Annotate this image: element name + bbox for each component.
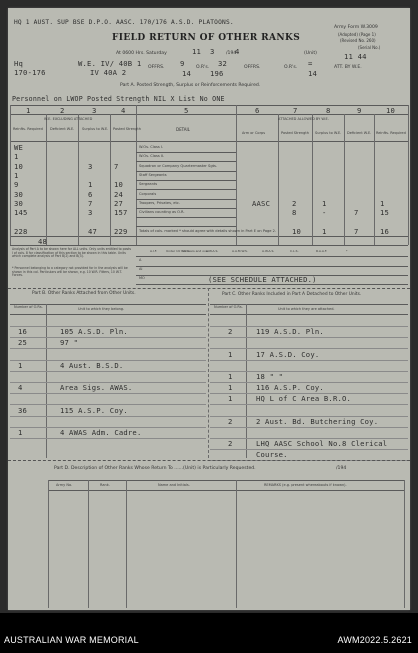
date-separator: /194 bbox=[226, 51, 237, 56]
cell-c4: 7 bbox=[114, 161, 119, 171]
part-d-year: /194 bbox=[336, 466, 347, 471]
analysis-head-label: C.L.S. bbox=[290, 249, 299, 253]
list-row-rule bbox=[210, 371, 408, 372]
grid-head-rule bbox=[10, 141, 408, 142]
part-d-col-remarks bbox=[236, 480, 237, 608]
list-row-rule bbox=[10, 416, 206, 417]
row-unit: 4 Aust. B.S.D. bbox=[60, 360, 124, 370]
personnel-category-note: * Personnel belonging to a category not provided for in the analysis will be shown in this col. Particulars will be shown, e.g. 10 W.R. Fitters, 10 W.T. Forces. bbox=[12, 266, 128, 278]
analysis-rule-mo bbox=[136, 284, 408, 285]
col-number-1: 1 bbox=[26, 106, 31, 115]
cell-c4: 10 bbox=[114, 180, 124, 190]
cell-c8: 1 bbox=[322, 198, 327, 208]
footer-institution: AUSTRALIAN WAR MEMORIAL bbox=[4, 635, 139, 645]
row-unit: 116 A.S.P. Coy. bbox=[256, 383, 324, 393]
unit-line-2: 170-176 bbox=[14, 68, 46, 77]
section-divider-bc bbox=[8, 288, 410, 289]
detail-row-rule bbox=[136, 226, 236, 227]
we-line-1: W.E. IV/ 40B 1 bbox=[78, 59, 142, 68]
grid-bottom-rule bbox=[10, 245, 408, 246]
detail-row-rule bbox=[136, 152, 236, 153]
analysis-row-ai: AI bbox=[139, 267, 143, 271]
field-return-form bbox=[8, 8, 410, 610]
head-reinfts-required: Reinfts. Required bbox=[13, 127, 43, 131]
form-title: FIELD RETURN OF OTHER RANKS bbox=[112, 33, 301, 43]
part-c-head-number: Number of O.Rs. bbox=[214, 305, 243, 309]
col-number-8: 8 bbox=[326, 106, 331, 115]
row-number: 2 bbox=[228, 327, 233, 337]
cell-c7: 8 bbox=[292, 208, 297, 218]
cell-c1: 228 bbox=[14, 226, 28, 236]
grid-col-4 bbox=[110, 114, 111, 245]
list-row-rule bbox=[210, 449, 408, 450]
cell-c9: 7 bbox=[354, 208, 359, 218]
part-d-col-name bbox=[126, 480, 127, 608]
analysis-head-rule bbox=[136, 256, 408, 257]
personnel-line: Personnel on LWOP Posted Strength NIL X List No ONE bbox=[12, 95, 225, 103]
analysis-row-a: A bbox=[139, 258, 142, 262]
footer-accession-number: AWM2022.5.2621 bbox=[337, 635, 412, 645]
cell-c1: 9 bbox=[14, 180, 19, 190]
head-deficient-we-att: Deficient W.E. bbox=[347, 131, 372, 135]
row-number: 25 bbox=[18, 338, 28, 348]
cell-c3: 47 bbox=[88, 226, 98, 236]
cell-c3: 1 bbox=[88, 180, 93, 190]
head-posted-strength: Posted Strength bbox=[113, 127, 141, 131]
ors-value-4: 196 bbox=[210, 69, 224, 78]
part-a-title: Part A. Posted Strength, Surplus or Reinforcements Required. bbox=[120, 83, 261, 88]
cell-c4: 229 bbox=[114, 226, 128, 236]
part-d-head-top bbox=[48, 480, 404, 481]
row-unit: LHQ AASC School No.8 Clerical bbox=[256, 439, 388, 449]
row-unit: 105 A.S.D. Pln. bbox=[60, 327, 128, 337]
ors-value-2: 32 bbox=[218, 59, 228, 68]
row-number: 1 bbox=[228, 394, 233, 404]
detail-label: Corporals bbox=[139, 191, 157, 196]
analysis-row-mo: MO bbox=[139, 276, 145, 280]
unit-line-1: Hq bbox=[14, 59, 24, 68]
part-d-head-bottom bbox=[48, 490, 404, 491]
analysis-head-label: A.W.A.S. bbox=[262, 249, 275, 253]
col-number-7: 7 bbox=[293, 106, 298, 115]
row-number: 16 bbox=[18, 327, 28, 337]
grid-edge-right bbox=[408, 105, 409, 245]
detail-row-rule bbox=[136, 171, 236, 172]
part-d-head-rank: Rank. bbox=[100, 483, 110, 487]
att-value-2: 14 bbox=[308, 69, 318, 78]
row-number: 1 bbox=[228, 372, 233, 381]
row-unit: 17 A.S.D. Coy. bbox=[256, 349, 320, 359]
offrs-label: OFFRS. bbox=[148, 65, 165, 70]
detail-label: Staff Sergeants bbox=[139, 172, 167, 177]
cell-c10: 15 bbox=[380, 208, 390, 218]
cell-c1: 1 bbox=[14, 152, 19, 162]
grid-col-9 bbox=[344, 114, 345, 245]
analysis-head-label: * bbox=[346, 249, 348, 253]
row-number: 36 bbox=[18, 405, 28, 415]
bottom-extra-value: 48 bbox=[38, 237, 48, 246]
detail-label: W.Os. Class II. bbox=[139, 154, 165, 159]
analysis-head-label: 19 Years and over bbox=[182, 249, 209, 253]
ors-value-1: 9 bbox=[180, 59, 185, 68]
part-b-head-bottom bbox=[10, 314, 206, 315]
row-unit: HQ L of C Area B.R.O. bbox=[256, 394, 352, 404]
cell-c1: 30 bbox=[14, 198, 24, 208]
analysis-note: Analysis of Part A to be shown here for ALL units. Only units entitled to posts I of cols. 8 for classification of this section to be shown in this table. Units which complete analysis of Part B(2) and B(3). bbox=[12, 247, 131, 259]
cell-c1: 1 bbox=[14, 170, 19, 180]
col-number-5: 5 bbox=[184, 106, 189, 115]
grid-col-7 bbox=[278, 114, 279, 245]
analysis-rule-a bbox=[136, 266, 408, 267]
detail-label: Troopers, Privates, etc. bbox=[139, 200, 181, 205]
grid-colnum-rule bbox=[10, 114, 408, 115]
cell-c3: 3 bbox=[88, 208, 93, 218]
typed-unit-heading: HQ 1 AUST. SUP BSE D.P.O. AASC. 170/176 A.S.D. PLATOONS. bbox=[14, 19, 234, 26]
date-year: 4 bbox=[235, 47, 240, 56]
cell-c10: 1 bbox=[380, 198, 385, 208]
row-unit: Area Sigs. AWAS. bbox=[60, 383, 133, 393]
part-b-title: Part B. Other Ranks Attached from Other Units. bbox=[32, 291, 136, 296]
col-number-9: 9 bbox=[357, 106, 362, 115]
cell-c1: WE bbox=[14, 143, 24, 152]
grid-top-rule bbox=[10, 105, 408, 106]
we-excluding-attached-heading: W.E. EXCLUDING ATTACHED bbox=[44, 117, 93, 121]
analysis-head-label: A.I.F. bbox=[150, 249, 157, 253]
part-d-head-name: Name and Initials. bbox=[158, 483, 190, 487]
analysis-head-label: R.A.A.F. bbox=[316, 249, 328, 253]
at-hours-line: At 0600 Hrs. Saturday bbox=[116, 51, 167, 56]
see-schedule-attached: (SEE SCHEDULE ATTACHED.) bbox=[208, 275, 317, 284]
part-c-title: Part C. Other Ranks Included in Part A Detached to Other Units. bbox=[222, 292, 362, 297]
ors-value-3: 14 bbox=[182, 69, 192, 78]
grid-col-5 bbox=[136, 105, 137, 245]
detail-row-rule bbox=[136, 199, 236, 200]
row-number: 1 bbox=[228, 383, 233, 393]
col-number-3: 3 bbox=[92, 106, 97, 115]
head-reinfts-required-att: Reinfts. Required bbox=[376, 131, 406, 135]
army-form-number: Army Form W.3009 bbox=[334, 25, 378, 30]
detail-row-rule bbox=[136, 189, 236, 190]
row-unit: 4 AWAS Adm. Cadre. bbox=[60, 428, 142, 437]
part-b-col-rule bbox=[46, 304, 47, 458]
part-d-title: Part D. Description of Other Ranks Whose Return To ......(Unit) is Particularly Requested. bbox=[54, 466, 256, 471]
cell-c3: 7 bbox=[88, 198, 93, 208]
head-deficient-we: Deficient W.E. bbox=[50, 127, 75, 131]
adopted-note: (Adopted) (Page 1) bbox=[338, 32, 376, 37]
row-unit: 18 " " bbox=[256, 372, 284, 381]
cell-c4: 27 bbox=[114, 198, 124, 208]
list-row-rule bbox=[10, 438, 206, 439]
head-posted-strength-att: Posted Strength bbox=[281, 131, 309, 135]
cell-c6: AASC bbox=[252, 198, 271, 208]
date-month: 3 bbox=[210, 47, 215, 56]
col-number-10: 10 bbox=[386, 106, 396, 115]
museum-footer bbox=[0, 613, 418, 653]
list-row-rule bbox=[10, 348, 206, 349]
part-b-head-number: Number of O.Rs. bbox=[14, 305, 43, 309]
head-surplus-we: Surplus to W.E. bbox=[82, 127, 109, 131]
list-row-rule bbox=[210, 360, 408, 361]
detail-label: Civilians counting as O.R. bbox=[139, 210, 185, 215]
cell-c1: 145 bbox=[14, 208, 28, 218]
att-value-1: = bbox=[308, 59, 313, 68]
detail-label: Squadron or Company Quartermaster Sgts. bbox=[139, 163, 218, 168]
serial-label: (Serial No.) bbox=[358, 45, 381, 50]
row-number: 1 bbox=[18, 428, 23, 437]
part-bc-divider bbox=[208, 288, 209, 458]
cell-c8: 1 bbox=[322, 226, 327, 236]
attached-allowed-heading: ATTACHED ALLOWED BY W.E. bbox=[278, 117, 329, 121]
detail-label: Totals of cols. marked * should agree with details shown in Part E on Page 2. bbox=[139, 228, 277, 233]
cell-c1: 10 bbox=[14, 161, 24, 171]
cell-c3: 3 bbox=[88, 161, 93, 171]
cell-c9: 7 bbox=[354, 226, 359, 236]
head-arm-or-corps: Arm or Corps bbox=[242, 131, 266, 135]
row-number: 1 bbox=[18, 360, 23, 370]
row-unit: 119 A.S.D. Pln. bbox=[256, 327, 324, 337]
part-d-edge-right bbox=[404, 480, 405, 608]
cell-c4: 157 bbox=[114, 208, 128, 218]
part-c-col-rule bbox=[246, 304, 247, 458]
cell-c8: - bbox=[322, 208, 327, 218]
ors-label: O.R's. bbox=[196, 65, 210, 70]
row-unit: 2 Aust. Bd. Butchering Coy. bbox=[256, 416, 379, 426]
detail-label: Sergeants bbox=[139, 182, 158, 187]
cell-c4: 24 bbox=[114, 189, 124, 199]
part-c-head-bottom bbox=[210, 314, 408, 315]
list-row-rule bbox=[10, 393, 206, 394]
list-row-rule bbox=[210, 337, 408, 338]
grid-col-3 bbox=[78, 114, 79, 245]
part-c-head-unit: Unit to which they are attached. bbox=[278, 307, 335, 311]
cell-c7: 2 bbox=[292, 198, 297, 208]
grid-edge-left bbox=[10, 105, 11, 245]
detail-row-rule bbox=[136, 236, 236, 237]
offrs2-label: OFFRS. bbox=[244, 65, 261, 70]
grid-col-8 bbox=[312, 114, 313, 245]
list-row-rule bbox=[10, 337, 206, 338]
head-detail: DETAIL bbox=[176, 127, 190, 132]
list-row-rule bbox=[210, 427, 408, 428]
cell-c3: 6 bbox=[88, 189, 93, 199]
part-b-head-unit: Unit to which they belong. bbox=[78, 307, 125, 311]
part-d-col-rank bbox=[88, 480, 89, 608]
cell-c1: 30 bbox=[14, 189, 24, 199]
detail-row-rule bbox=[136, 161, 236, 162]
grid-col-2 bbox=[46, 114, 47, 245]
serial-value: 11 44 bbox=[344, 52, 367, 61]
row-unit: 115 A.S.P. Coy. bbox=[60, 405, 128, 415]
grid-col-6 bbox=[236, 105, 237, 245]
row-number: 2 bbox=[228, 416, 233, 426]
col-number-2: 2 bbox=[60, 106, 65, 115]
analysis-head-label: A.W.A.S. bbox=[206, 249, 219, 253]
cell-c10: 16 bbox=[380, 226, 390, 236]
revised-note: (Revised No. 260) bbox=[340, 38, 376, 43]
section-divider-d bbox=[8, 460, 410, 461]
analysis-head-label: Under 19 Years bbox=[166, 249, 189, 253]
head-surplus-we-att: Surplus to W.E. bbox=[315, 131, 342, 135]
row-unit: 97 " bbox=[60, 338, 79, 348]
unit-label: (Unit) bbox=[304, 51, 317, 56]
ors2-label: O.R's. bbox=[284, 65, 298, 70]
row-number: 4 bbox=[18, 383, 23, 393]
grid-col-10 bbox=[374, 114, 375, 245]
date-day: 11 bbox=[192, 47, 202, 56]
list-row-rule bbox=[10, 371, 206, 372]
we-line-2: IV 40A 2 bbox=[90, 68, 127, 77]
col-number-4: 4 bbox=[121, 106, 126, 115]
col-number-6: 6 bbox=[255, 106, 260, 115]
row-number: 1 bbox=[228, 349, 233, 359]
detail-label: W.Os. Class I. bbox=[139, 145, 164, 149]
detail-row-rule bbox=[136, 180, 236, 181]
row-number: 2 bbox=[228, 439, 233, 449]
list-row-rule bbox=[210, 404, 408, 405]
row-unit: Course. bbox=[256, 450, 288, 460]
part-d-head-remarks: REMARKS (e.g. present whereabouts if known). bbox=[264, 483, 347, 487]
detail-row-rule bbox=[136, 208, 236, 209]
analysis-head-label: A.A.M.W.S. bbox=[232, 249, 248, 253]
cell-c7: 10 bbox=[292, 226, 302, 236]
detail-row-rule bbox=[136, 217, 236, 218]
att-by-we-label: ATT. BY W.E. bbox=[334, 65, 362, 70]
part-d-edge-left bbox=[48, 480, 49, 608]
part-d-head-army-no: Army No. bbox=[56, 483, 73, 487]
